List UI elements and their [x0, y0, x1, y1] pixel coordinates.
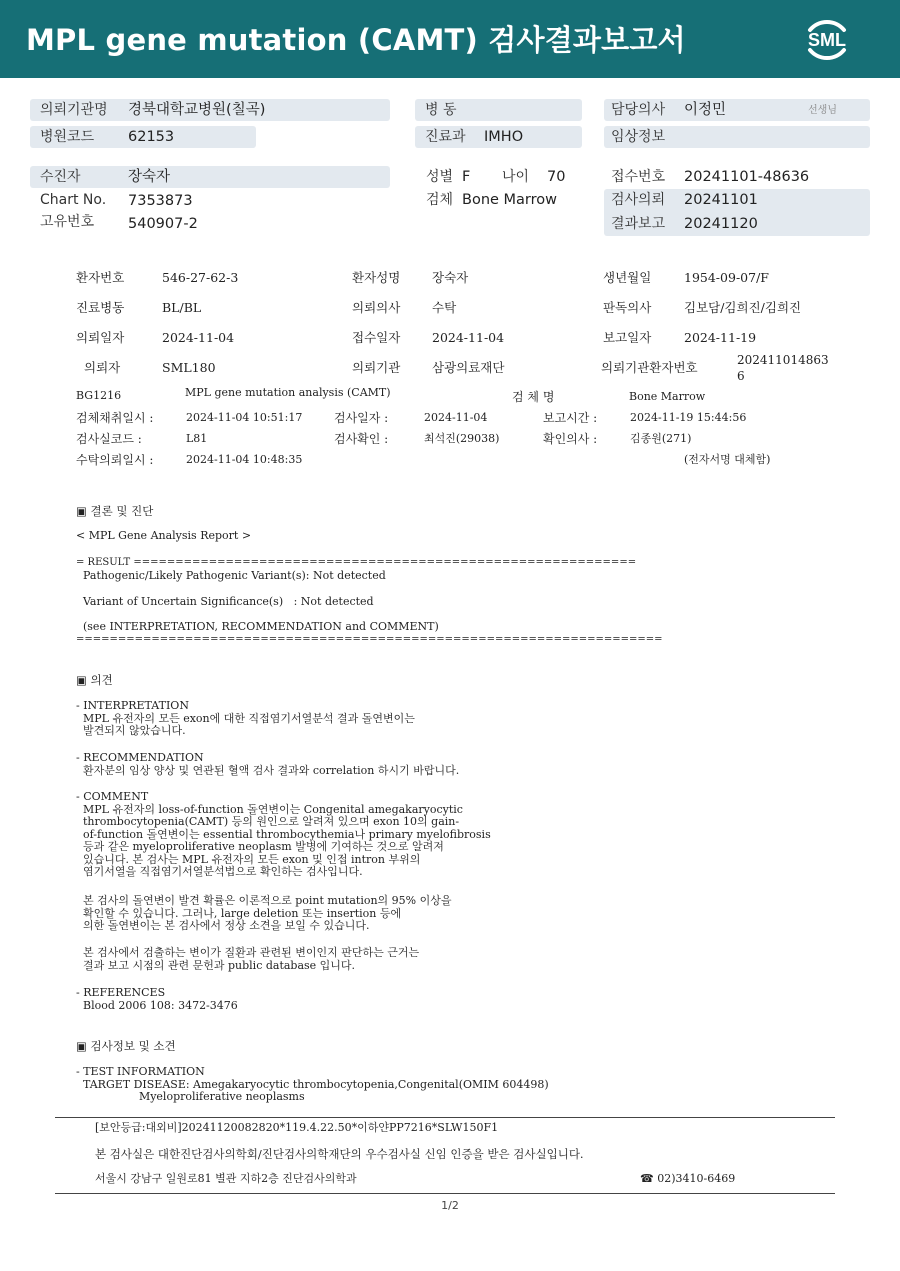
receive-label: 수탁의뢰일시 :: [76, 453, 154, 467]
phone: ☎ 02)3410-6469: [640, 1172, 736, 1185]
receipt-number: 20241101-48636: [684, 169, 810, 185]
footer-rule-bottom: [55, 1193, 835, 1194]
scan-label: 생년월일: [603, 270, 652, 285]
requesting-org: 경북대학교병원(칠곡): [128, 102, 266, 118]
test-code: BG1216: [76, 389, 122, 402]
hospital-code-label: 병원코드: [40, 129, 95, 145]
room-label: 검사실코드 :: [76, 432, 142, 446]
scan-value: 삼광의료재단: [432, 360, 505, 375]
ward-label: 병 동: [425, 102, 457, 118]
patient-name: 장숙자: [128, 169, 171, 185]
verifier-name: 김종원(271): [630, 432, 692, 445]
report-title: MPL gene mutation (CAMT) 검사결과보고서: [26, 23, 686, 57]
sml-logo: [800, 12, 854, 66]
scan-value: 546-27-62-3: [162, 270, 239, 285]
receive-time: 2024-11-04 10:48:35: [186, 453, 303, 466]
page-number: 1/2: [441, 1199, 459, 1212]
report-time: 2024-11-19 15:44:56: [630, 411, 747, 424]
clinical-label: 임상정보: [611, 129, 666, 145]
age: 70: [547, 169, 566, 185]
requesting-org-label: 의뢰기관명: [40, 102, 108, 118]
vus-result: Variant of Uncertain Significance(s) : Not detected: [76, 595, 374, 608]
section-test-info: ▣ 검사정보 및 소견: [76, 1039, 176, 1053]
footer-rule-top: [55, 1117, 835, 1118]
recommendation: - RECOMMENDATION 환자분의 임상 양상 및 연관된 혈액 검사 결과와 correlation 하시기 바랍니다.: [76, 751, 460, 777]
verifier-label: 확인의사 :: [543, 432, 598, 446]
department: IMHO: [484, 129, 524, 145]
patient-label: 수진자: [40, 169, 81, 185]
scan-value: 김보담/김희진/김희진: [684, 300, 802, 315]
scan-value: 수탁: [432, 300, 457, 315]
references: - REFERENCES Blood 2006 108: 3472-3476: [76, 986, 238, 1012]
doctor-label: 담당의사: [611, 102, 666, 118]
request-date: 20241101: [684, 192, 758, 208]
result-line: = RESULT ============================================================: [76, 557, 637, 568]
scan-label: 접수일자: [352, 330, 401, 345]
specimen: Bone Marrow: [462, 192, 558, 208]
sex: F: [462, 169, 471, 185]
see-note: (see INTERPRETATION, RECOMMENDATION and COMMENT): [76, 620, 439, 633]
scan-value: SML180: [162, 360, 216, 375]
chart-label: Chart No.: [40, 192, 107, 208]
department-label: 진료과: [425, 129, 466, 145]
age-label: 나이: [502, 169, 530, 185]
address: 서울시 강남구 일원로81 별관 지하2층 진단검사의학과: [95, 1172, 357, 1185]
comment-evidence: 본 검사에서 검출하는 변이가 질환과 관련된 변이인지 판단하는 근거는 결과 보고 시점의 관련 문헌과 public database 입니다.: [82, 946, 420, 972]
scan-value: 6: [737, 369, 745, 383]
test-information: - TEST INFORMATION TARGET DISEASE: Amegakaryocytic thrombocytopenia,Congenital(OMIM 604498) Myeloproliferative neoplasms: [76, 1065, 549, 1103]
doctor-suffix: 선생님: [808, 105, 837, 116]
section-opinion: ▣ 의견: [76, 673, 113, 687]
security-line: [보안등급:대외비]20241120082820*119.4.22.50*이하얀PP7216*SLW150F1: [95, 1121, 499, 1134]
scan-label: 의뢰일자: [76, 330, 125, 345]
scan-value: 2024-11-04: [162, 330, 235, 345]
scan-label: 판독의사: [603, 300, 652, 315]
signature-note: (전자서명 대체함): [684, 453, 771, 466]
patient-bar: [30, 166, 390, 188]
comment: - COMMENT MPL 유전자의 loss-of-function 돌연변이는 Congenital amegakaryocytic thrombocytopenia(CAMT) 등의 원인으로 알려져 있으며 exon 10의 gain- of-function 돌연변이는 essential thrombocythemia나 primary myelofibrosis 등과 같은 myeloproliferative neoplasm 발병에 기여하는 것으로 알려져 있습니다. 본 검사는 MPL 유전자의 모든 exon 및 인접 intron 부위의 염기서열을 직접염기서열분석법으로 확인하는 검사입니다.: [76, 790, 491, 878]
confirm-name: 최석진(29038): [424, 432, 500, 445]
test-name: MPL gene mutation analysis (CAMT): [185, 386, 391, 399]
scan-label: 의뢰자: [84, 360, 121, 375]
scan-label: 보고일자: [603, 330, 652, 345]
unique-number: 540907-2: [128, 216, 198, 232]
scan-label: 환자번호: [76, 270, 125, 285]
scan-label: 진료병동: [76, 300, 125, 315]
scan-label: 의뢰기관: [352, 360, 401, 375]
result-end: ======================================================================: [76, 634, 663, 645]
confirm-label: 검사확인 :: [334, 432, 389, 446]
hospital-code: 62153: [128, 129, 175, 145]
scan-label: 의뢰의사: [352, 300, 401, 315]
section-conclusion: ▣ 결론 및 진단: [76, 504, 154, 518]
header-banner: [0, 0, 900, 78]
specimen-label: 검체: [426, 192, 454, 208]
exam-date: 2024-11-04: [424, 411, 488, 424]
scan-value: 202411014863: [737, 353, 829, 367]
report-heading: < MPL Gene Analysis Report >: [76, 529, 252, 542]
request-label: 검사의뢰: [611, 192, 666, 208]
scan-label: 환자성명: [352, 270, 401, 285]
collect-label: 검체채취일시 :: [76, 411, 154, 425]
unique-label: 고유번호: [40, 214, 95, 230]
receipt-label: 접수번호: [611, 169, 666, 185]
sex-label: 성별: [426, 169, 454, 185]
exam-date-label: 검사일자 :: [334, 411, 389, 425]
scan-value: 2024-11-04: [432, 330, 505, 345]
pathogenic-result: Pathogenic/Likely Pathogenic Variant(s): Not detected: [76, 569, 386, 582]
logo-text: SML: [808, 30, 846, 50]
report-label: 결과보고: [611, 216, 666, 232]
scan-label: 의뢰기관환자번호: [601, 360, 698, 375]
report-date: 20241120: [684, 216, 758, 232]
scan-value: 1954-09-07/F: [684, 270, 769, 285]
chart-number: 7353873: [128, 193, 193, 209]
specimen-name: Bone Marrow: [629, 390, 706, 403]
specimen-name-label: 검 체 명: [512, 390, 555, 404]
comment-probability: 본 검사의 돌연변이 발견 확률은 이론적으로 point mutation의 95% 이상을 확인할 수 있습니다. 그러나, large deletion 또는 insertion 등에 의한 돌연변이는 본 검사에서 정상 소견을 보일 수 있습니다.: [82, 894, 452, 932]
room-code: L81: [186, 432, 208, 445]
scan-value: BL/BL: [162, 300, 202, 315]
scan-value: 장숙자: [432, 270, 469, 285]
interpretation: - INTERPRETATION MPL 유전자의 모든 exon에 대한 직접염기서열분석 결과 돌연변이는 발견되지 않았습니다.: [76, 699, 415, 737]
report-time-label: 보고시간 :: [543, 411, 598, 425]
scan-value: 2024-11-19: [684, 330, 757, 345]
collect-time: 2024-11-04 10:51:17: [186, 411, 303, 424]
certification: 본 검사실은 대한진단검사의학회/진단검사의학재단의 우수검사실 신임 인증을 받은 검사실입니다.: [95, 1147, 584, 1161]
doctor: 이정민: [684, 102, 727, 118]
